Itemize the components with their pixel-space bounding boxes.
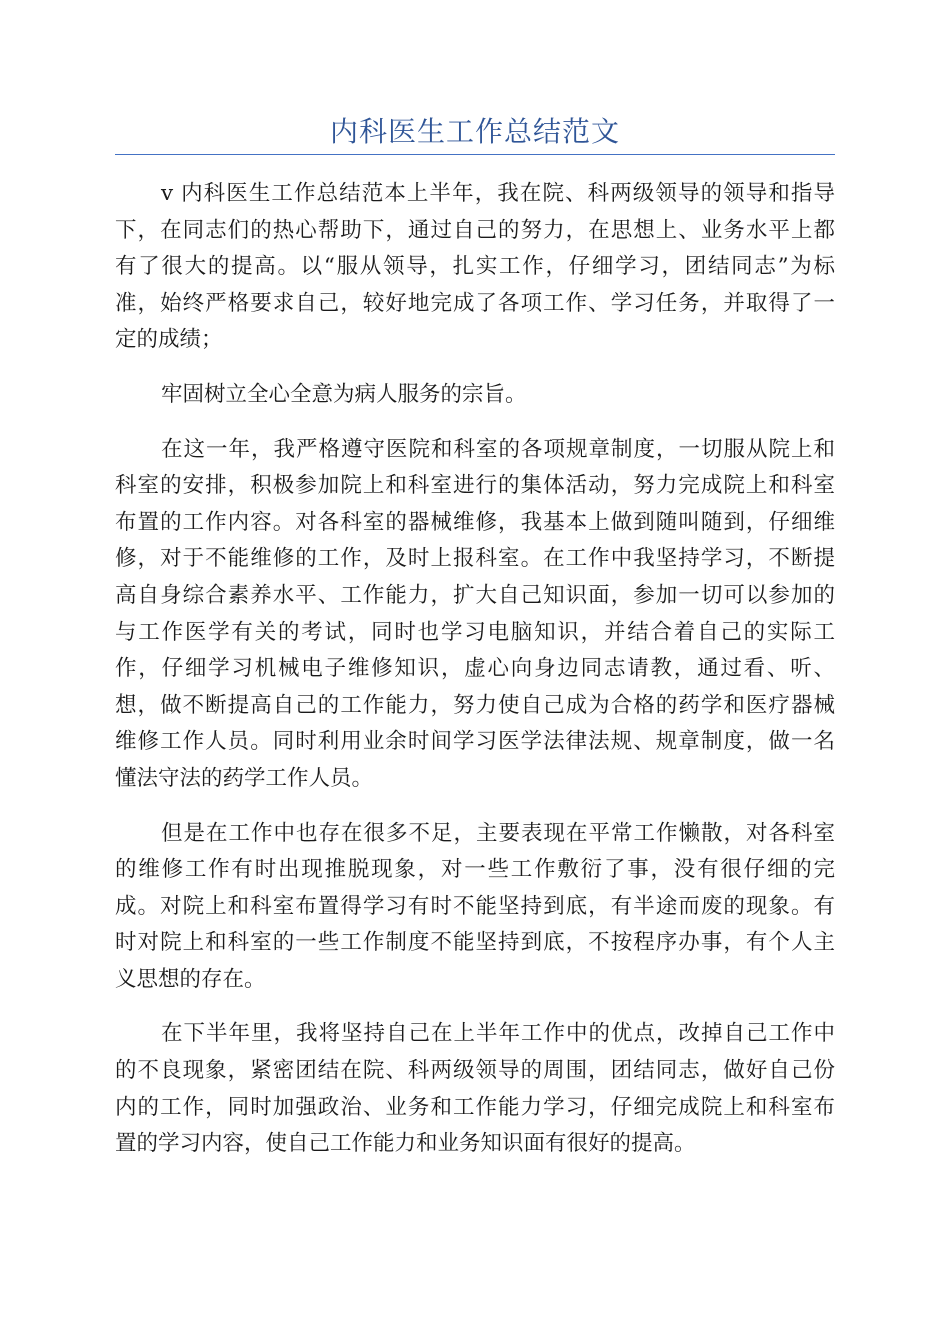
- text-line: 的不良现象，紧密团结在院、科两级领导的周围，团结同志，做好自己份: [115, 1058, 835, 1084]
- text-line: 修，对于不能维修的工作，及时上报科室。在工作中我坚持学习，不断提: [115, 546, 835, 572]
- text-line: 懂法守法的药学工作人员。: [115, 765, 374, 791]
- text-line: 成。对院上和科室布置得学习有时不能坚持到底，有半途而废的现象。有: [115, 893, 835, 919]
- paragraph-4: [115, 816, 835, 999]
- paragraph-1: [115, 176, 835, 359]
- text-line: 想，做不断提高自己的工作能力，努力使自己成为合格的药学和医疗器械: [115, 692, 835, 718]
- text-line: v 内科医生工作总结范本上半年，我在院、科两级领导的领导和指导: [161, 181, 835, 206]
- text-line: 时对院上和科室的一些工作制度不能坚持到底，不按程序办事，有个人主: [115, 930, 835, 956]
- text-line: 作，仔细学习机械电子维修知识，虚心向身边同志请教，通过看、听、: [115, 656, 835, 682]
- text-line: 与工作医学有关的考试，同时也学习电脑知识，并结合着自己的实际工: [115, 619, 835, 645]
- text-line: 布置的工作内容。对各科室的器械维修，我基本上做到随叫随到，仔细维: [115, 509, 835, 535]
- text-line: 准，始终严格要求自己，较好地完成了各项工作、学习任务，并取得了一: [115, 290, 835, 316]
- text-line: 置的学习内容，使自己工作能力和业务知识面有很好的提高。: [115, 1131, 696, 1157]
- text-line: 有了很大的提高。以“服从领导，扎实工作，仔细学习，团结同志”为标: [115, 254, 835, 280]
- text-line: 在下半年里，我将坚持自己在上半年工作中的优点，改掉自己工作中: [161, 1021, 835, 1047]
- text-line: 的维修工作有时出现推脱现象，对一些工作敷衍了事，没有很仔细的完: [115, 857, 835, 883]
- text-line: 内的工作，同时加强政治、业务和工作能力学习，仔细完成院上和科室布: [115, 1094, 835, 1120]
- paragraph-2: [115, 377, 835, 414]
- text-line: 在这一年，我严格遵守医院和科室的各项规章制度，一切服从院上和: [161, 436, 835, 462]
- text-line: 定的成绩；: [115, 327, 223, 353]
- document-title: 内科医生工作总结范文: [329, 115, 620, 148]
- document-body: [115, 176, 835, 1181]
- text-line: 但是在工作中也存在很多不足，主要表现在平常工作懒散，对各科室: [161, 820, 835, 846]
- title-underline: [115, 154, 835, 155]
- text-line: 义思想的存在。: [115, 966, 266, 992]
- paragraph-5: [115, 1016, 835, 1162]
- text-line: 下，在同志们的热心帮助下，通过自己的努力，在思想上、业务水平上都: [115, 217, 835, 243]
- text-line: 维修工作人员。同时利用业余时间学习医学法律法规、规章制度，做一名: [115, 729, 835, 755]
- text-line: 牢固树立全心全意为病人服务的宗旨。: [161, 381, 527, 407]
- text-line: 高自身综合素养水平、工作能力，扩大自己知识面，参加一切可以参加的: [115, 582, 835, 608]
- text-line: 科室的安排，积极参加院上和科室进行的集体活动，努力完成院上和科室: [115, 473, 835, 499]
- paragraph-3: [115, 432, 835, 798]
